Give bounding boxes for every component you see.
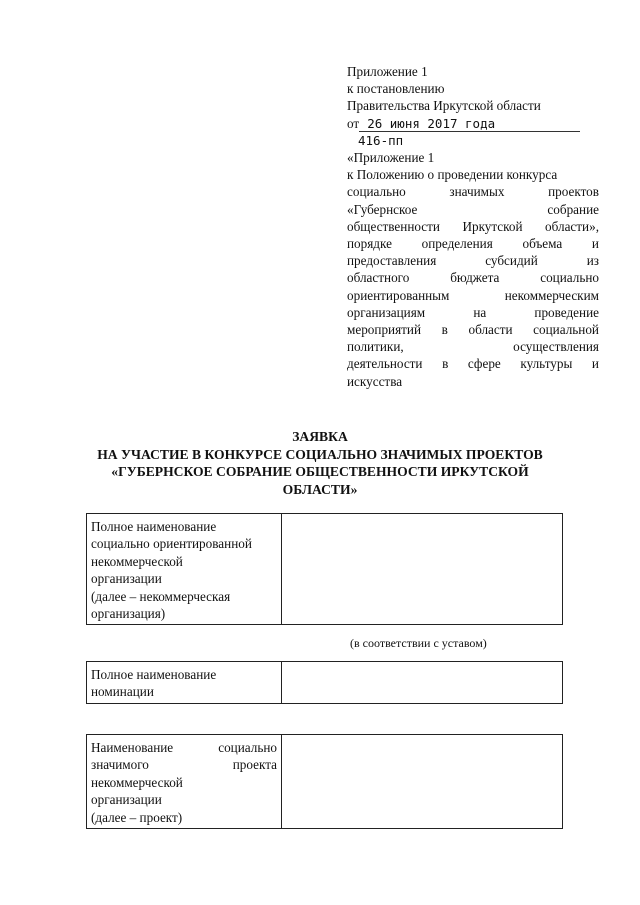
label-line: номинации xyxy=(91,684,154,700)
title-line-2: НА УЧАСТИЕ В КОНКУРСЕ СОЦИАЛЬНО ЗНАЧИМЫХ ПРОЕКТОВ xyxy=(97,446,543,462)
header-line-1: Приложение 1 xyxy=(347,64,428,79)
title-line-1: ЗАЯВКА xyxy=(292,429,348,444)
justified-line: мероприятий в области социальной xyxy=(347,322,599,338)
project-name-table xyxy=(86,734,563,829)
justified-line: политики, осуществления xyxy=(347,339,599,355)
justified-line: общественности Иркутской области», xyxy=(347,218,599,234)
organization-name-field[interactable] xyxy=(282,514,563,625)
header-line-2: к постановлению xyxy=(347,81,445,97)
label-line: некоммерческой xyxy=(91,553,183,569)
label-line: значимого проекта xyxy=(91,757,277,773)
justified-line: «Губернское собрание xyxy=(347,201,599,217)
label-line: (далее – проект) xyxy=(91,809,183,825)
appendix-line-2: к Положению о проведении конкурса xyxy=(347,167,558,183)
organization-name-table xyxy=(86,513,563,625)
justified-line: социально значимых проектов xyxy=(347,184,599,200)
charter-note: (в соответствии с уставом) xyxy=(350,636,487,650)
document-number: 416-пп xyxy=(358,132,404,148)
appendix-line-1: «Приложение 1 xyxy=(347,150,435,166)
project-name-field[interactable] xyxy=(282,735,563,829)
header-last-line: искусства xyxy=(347,373,403,389)
nomination-field[interactable] xyxy=(282,662,563,704)
label-line: Полное наименование xyxy=(91,667,217,682)
title-line-3: «ГУБЕРНСКОЕ СОБРАНИЕ ОБЩЕСТВЕННОСТИ ИРКУТСКОЙ xyxy=(111,464,529,480)
header-line-3: Правительства Иркутской области xyxy=(347,98,541,114)
appendix-header xyxy=(347,63,599,390)
organization-name-label xyxy=(87,514,282,625)
nomination-label xyxy=(87,662,282,704)
date-prefix: от xyxy=(347,115,360,131)
document-title xyxy=(60,428,580,498)
justified-line: порядке определения объема и xyxy=(347,236,599,252)
label-line: социально ориентированной xyxy=(91,536,252,552)
title-line-4: ОБЛАСТИ» xyxy=(282,481,358,497)
date-value: 26 июня 2017 года xyxy=(359,116,580,132)
label-line: организация) xyxy=(91,606,166,622)
nomination-table xyxy=(86,661,563,704)
justified-line: предоставления субсидий из xyxy=(347,253,599,269)
justified-line: организациям на проведение xyxy=(347,304,599,320)
label-line: организации xyxy=(91,571,162,587)
date-line xyxy=(347,115,599,132)
label-line: (далее – некоммерческая xyxy=(91,588,231,604)
justified-line: ориентированным некоммерческим xyxy=(347,287,599,303)
project-name-label xyxy=(87,735,282,829)
justified-line: областного бюджета социально xyxy=(347,270,599,286)
label-line: некоммерческой xyxy=(91,774,183,790)
justified-line: деятельности в сфере культуры и xyxy=(347,356,599,372)
label-line: Полное наименование xyxy=(91,519,217,534)
label-line: Наименование социально xyxy=(91,740,277,755)
label-line: организации xyxy=(91,792,162,808)
